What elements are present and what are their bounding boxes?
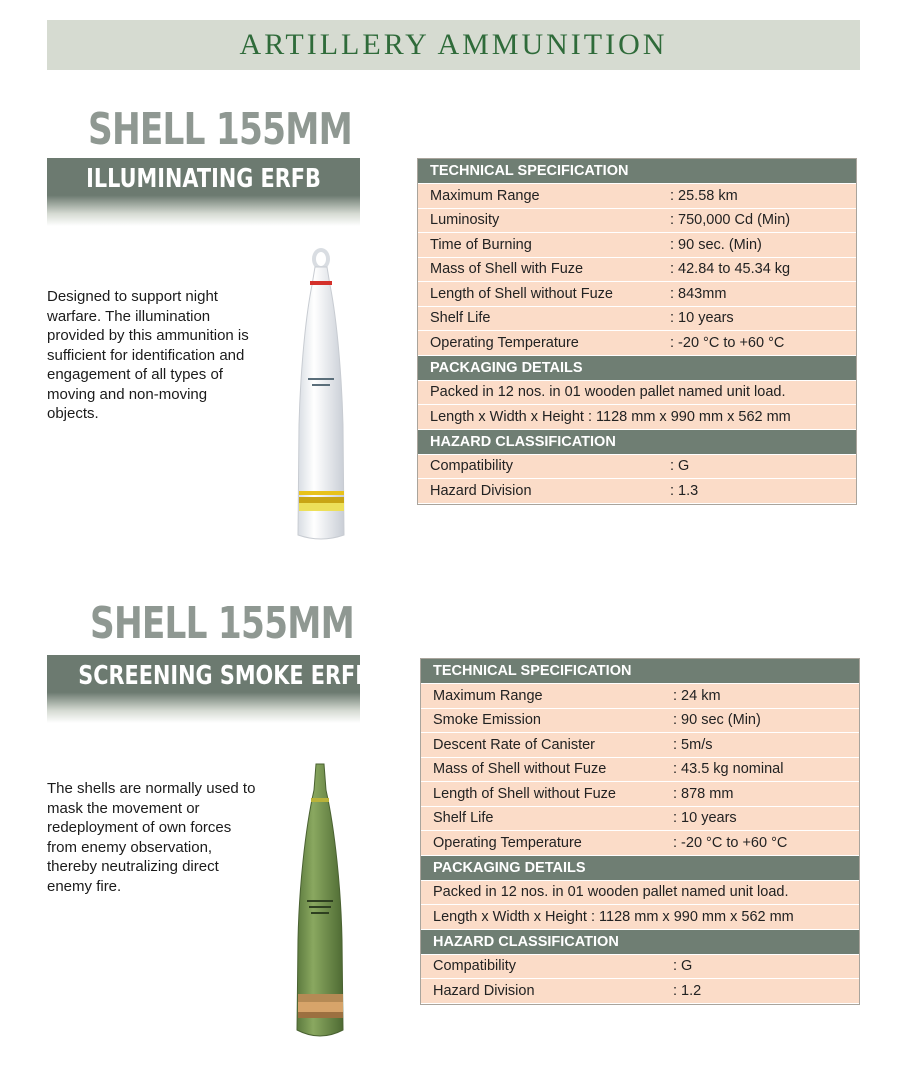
- product-description: The shells are normally used to mask the movement or redeployment of own forces from enemy observation, thereby neutralizing direct enemy fire.: [47, 780, 256, 895]
- spec-value: : 10 years: [670, 310, 734, 327]
- spec-label: Shelf Life: [430, 310, 491, 327]
- spec-row: [421, 807, 859, 832]
- spec-row: [418, 209, 856, 234]
- hazard-value: : G: [670, 458, 690, 475]
- packaging-text: Length x Width x Height : 1128 mm x 990 mm x 562 mm: [430, 408, 791, 425]
- spec-value: : 843mm: [670, 285, 727, 302]
- spec-label: Operating Temperature: [433, 834, 582, 851]
- spec-value: : 5m/s: [673, 736, 713, 753]
- packaging-text: Length x Width x Height : 1128 mm x 990 mm x 562 mm: [433, 908, 794, 925]
- spec-value: : 750,000 Cd (Min): [670, 212, 791, 229]
- spec-label: Maximum Range: [433, 687, 543, 704]
- product-subtitle: SCREENING SMOKE ERFB: [78, 661, 372, 691]
- packaging-text: Packed in 12 nos. in 01 wooden pallet named unit load.: [430, 384, 786, 401]
- spec-value: : 90 sec (Min): [673, 712, 761, 729]
- spec-label: Descent Rate of Canister: [433, 736, 595, 753]
- section-header: TECHNICAL SPECIFICATION: [421, 659, 859, 684]
- product-subtitle-band: [47, 655, 372, 723]
- spec-value: : -20 °C to +60 °C: [673, 834, 788, 851]
- spec-table: [417, 158, 857, 505]
- page-title: ARTILLERY AMMUNITION: [239, 28, 668, 61]
- spec-value: : 24 km: [673, 687, 721, 704]
- spec-value: : -20 °C to +60 °C: [670, 334, 785, 351]
- hazard-label: Compatibility: [433, 958, 516, 975]
- spec-label: Mass of Shell with Fuze: [430, 261, 584, 278]
- spec-label: Shelf Life: [433, 810, 494, 827]
- spec-value: : 25.58 km: [670, 187, 738, 204]
- spec-label: Maximum Range: [430, 187, 540, 204]
- spec-row: [418, 331, 856, 356]
- product-heading: SHELL 155MM: [88, 104, 352, 155]
- spec-row: [421, 709, 859, 734]
- illuminating-shell-image: [286, 245, 356, 545]
- spec-row: [418, 184, 856, 209]
- spec-label: Smoke Emission: [433, 712, 541, 729]
- spec-label: Operating Temperature: [430, 334, 579, 351]
- spec-value: : 42.84 to 45.34 kg: [670, 261, 791, 278]
- spec-label: Length of Shell without Fuze: [433, 785, 616, 802]
- section-header: PACKAGING DETAILS: [418, 356, 856, 381]
- spec-label: Luminosity: [430, 212, 500, 229]
- hazard-row: [421, 979, 859, 1004]
- hazard-row: [421, 955, 859, 980]
- spec-row: [421, 684, 859, 709]
- spec-label: Mass of Shell without Fuze: [433, 761, 607, 778]
- product-subtitle: ILLUMINATING ERFB: [86, 164, 321, 194]
- spec-row: [421, 758, 859, 783]
- packaging-row: [418, 381, 856, 406]
- spec-label: Length of Shell without Fuze: [430, 285, 613, 302]
- title-banner: [47, 20, 860, 70]
- hazard-row: [418, 455, 856, 480]
- section-header: PACKAGING DETAILS: [421, 856, 859, 881]
- packaging-row: [421, 881, 859, 906]
- spec-row: [418, 282, 856, 307]
- product-description: Designed to support night warfare. The illumination provided by this ammunition is sufficient for identification and engagement of all types of moving and non-moving objects.: [47, 288, 249, 422]
- section-header: TECHNICAL SPECIFICATION: [418, 159, 856, 184]
- spec-row: [418, 258, 856, 283]
- packaging-row: [421, 905, 859, 930]
- packaging-text: Packed in 12 nos. in 01 wooden pallet named unit load.: [433, 884, 789, 901]
- spec-value: : 90 sec. (Min): [670, 236, 762, 253]
- spec-value: : 10 years: [673, 810, 737, 827]
- spec-value: : 878 mm: [673, 785, 734, 802]
- packaging-row: [418, 405, 856, 430]
- product-subtitle-band: [47, 158, 360, 226]
- smoke-shell-image: [285, 760, 355, 1050]
- spec-row: [418, 233, 856, 258]
- spec-row: [421, 831, 859, 856]
- section-header: HAZARD CLASSIFICATION: [421, 930, 859, 955]
- spec-table: [420, 658, 860, 1005]
- spec-row: [421, 782, 859, 807]
- hazard-label: Hazard Division: [430, 482, 532, 499]
- hazard-value: : 1.3: [670, 482, 699, 499]
- hazard-value: : 1.2: [673, 982, 702, 999]
- hazard-value: : G: [673, 958, 693, 975]
- hazard-label: Compatibility: [430, 458, 513, 475]
- spec-row: [421, 733, 859, 758]
- hazard-row: [418, 479, 856, 504]
- hazard-label: Hazard Division: [433, 982, 535, 999]
- spec-value: : 43.5 kg nominal: [673, 761, 784, 778]
- section-header: HAZARD CLASSIFICATION: [418, 430, 856, 455]
- spec-row: [418, 307, 856, 332]
- product-heading: SHELL 155MM: [90, 598, 354, 649]
- spec-label: Time of Burning: [430, 236, 532, 253]
